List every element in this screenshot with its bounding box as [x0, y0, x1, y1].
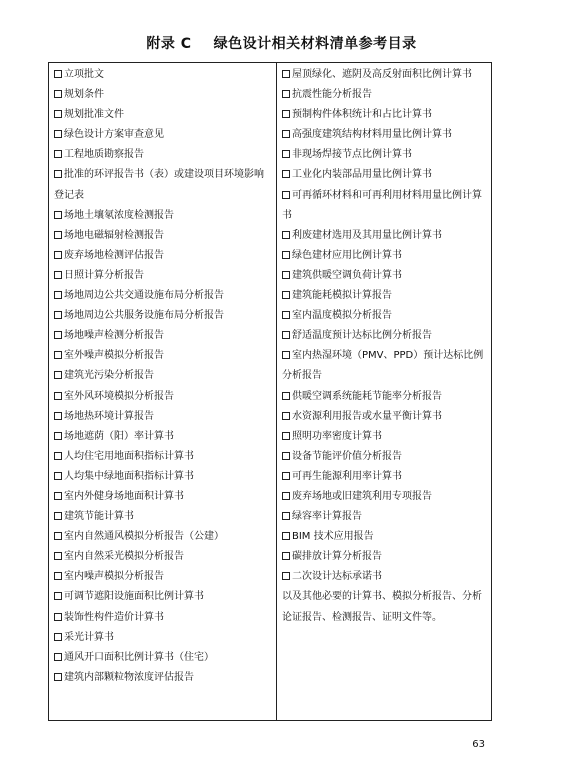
checkbox-icon [54, 371, 62, 379]
checkbox-icon [282, 572, 290, 580]
checkbox-icon [282, 90, 290, 98]
checkbox-icon [282, 191, 290, 199]
checkbox-icon [54, 552, 62, 560]
checkbox-icon [282, 291, 290, 299]
checkbox-icon [282, 532, 290, 540]
checklist-item-label: 室内自然采光模拟分析报告 [64, 551, 184, 563]
checklist-item-label: 场地周边公共交通设施布局分析报告 [64, 290, 224, 302]
checklist-item [282, 427, 486, 447]
checklist-item-label: 可再循环材料和可再利用材料用量比例计算书 [282, 189, 482, 221]
checklist-item [54, 306, 272, 326]
materials-checklist-table [48, 62, 492, 721]
checklist-item [282, 407, 486, 427]
checkbox-icon [54, 572, 62, 580]
checklist-item [54, 206, 272, 226]
checkbox-icon [282, 432, 290, 440]
checklist-item [54, 608, 272, 628]
checklist-item [282, 346, 486, 386]
checklist-item [282, 226, 486, 246]
checklist-item-label: 工程地质勘察报告 [64, 149, 144, 161]
checklist-item [54, 628, 272, 648]
checkbox-icon [54, 291, 62, 299]
checklist-item [282, 447, 486, 467]
checklist-item-label: 装饰性构件造价计算书 [64, 611, 164, 623]
checkbox-icon [282, 311, 290, 319]
checklist-item-label: 采光计算书 [64, 631, 114, 643]
checklist-item-label: 绿色建材应用比例计算书 [292, 249, 402, 261]
checklist-item-label: 供暖空调系统能耗节能率分析报告 [292, 390, 442, 402]
checklist-item-label: 室内温度模拟分析报告 [292, 310, 392, 322]
checklist-item [54, 587, 272, 607]
checklist-item [54, 487, 272, 507]
checklist-item [282, 527, 486, 547]
checklist-item [282, 286, 486, 306]
checkbox-icon [54, 90, 62, 98]
checklist-item-label: 废弃场地检测评估报告 [64, 249, 164, 261]
checkbox-icon [282, 150, 290, 158]
checklist-item-label: 非现场焊接节点比例计算书 [292, 149, 412, 161]
checklist-item [54, 407, 272, 427]
checkbox-icon [54, 211, 62, 219]
checklist-item [54, 326, 272, 346]
checklist-item-label: 预制构件体积统计和占比计算书 [292, 109, 432, 121]
checkbox-icon [282, 552, 290, 560]
checklist-item-label: 碳排放计算分析报告 [292, 551, 382, 563]
right-column [277, 63, 491, 720]
checklist-item [282, 547, 486, 567]
checklist-item-label: 场地周边公共服务设施布局分析报告 [64, 310, 224, 322]
checklist-item-label: 规划条件 [64, 89, 104, 101]
checkbox-icon [54, 472, 62, 480]
checklist-item [54, 507, 272, 527]
page-number: 63 [472, 739, 485, 750]
checklist-item [54, 547, 272, 567]
checkbox-icon [282, 110, 290, 118]
checklist-item-label: BIM 技术应用报告 [292, 531, 374, 543]
checkbox-icon [54, 251, 62, 259]
checklist-item-label: 高强度建筑结构材料用量比例计算书 [292, 129, 452, 141]
checklist-item [282, 125, 486, 145]
checkbox-icon [54, 311, 62, 319]
right-items [282, 65, 486, 587]
checklist-item [54, 467, 272, 487]
checklist-item [282, 105, 486, 125]
checkbox-icon [282, 70, 290, 78]
checklist-item [54, 226, 272, 246]
checklist-item [282, 65, 486, 85]
checklist-item-label: 水资源利用报告或水量平衡计算书 [292, 410, 442, 422]
checklist-item [54, 366, 272, 386]
checklist-item-label: 设备节能评价值分析报告 [292, 450, 402, 462]
checkbox-icon [282, 472, 290, 480]
checklist-item [282, 306, 486, 326]
checklist-item [54, 145, 272, 165]
checklist-item-label: 建筑供暖空调负荷计算书 [292, 269, 402, 281]
checklist-item-label: 建筑光污染分析报告 [64, 370, 154, 382]
checklist-item-label: 场地土壤氡浓度检测报告 [64, 209, 174, 221]
checkbox-icon [282, 512, 290, 520]
checkbox-icon [54, 271, 62, 279]
checklist-item-label: 室内噪声模拟分析报告 [64, 571, 164, 583]
checkbox-icon [54, 592, 62, 600]
checkbox-icon [54, 110, 62, 118]
checkbox-icon [282, 351, 290, 359]
checklist-item-label: 舒适温度预计达标比例分析报告 [292, 330, 432, 342]
checkbox-icon [282, 271, 290, 279]
checklist-item [54, 447, 272, 467]
checklist-item [54, 246, 272, 266]
checklist-item [282, 467, 486, 487]
checklist-item-label: 立项批文 [64, 69, 104, 80]
checklist-item-label: 建筑内部颗粒物浓度评估报告 [64, 671, 194, 683]
checklist-item [54, 65, 272, 85]
checklist-item-label: 绿容率计算报告 [292, 511, 362, 523]
checkbox-icon [54, 613, 62, 621]
checkbox-icon [54, 452, 62, 460]
checklist-item [54, 85, 272, 105]
checklist-item-label: 室外噪声模拟分析报告 [64, 350, 164, 362]
checklist-item-label: 工业化内装部品用量比例计算书 [292, 169, 432, 181]
checklist-item [54, 668, 272, 688]
checkbox-icon [54, 633, 62, 641]
checklist-item-label: 通风开口面积比例计算书（住宅） [64, 651, 214, 663]
checkbox-icon [282, 452, 290, 460]
checklist-item-label: 场地电磁辐射检测报告 [64, 229, 164, 241]
checklist-item [282, 85, 486, 105]
checklist-item [54, 567, 272, 587]
checklist-item-label: 室内外健身场地面积计算书 [64, 490, 184, 502]
checklist-item [54, 648, 272, 668]
checkbox-icon [54, 170, 62, 178]
checkbox-icon [282, 331, 290, 339]
checklist-item [282, 165, 486, 185]
checklist-item-label: 绿色设计方案审查意见 [64, 129, 164, 141]
checkbox-icon [54, 231, 62, 239]
checklist-item-label: 可再生能源利用率计算书 [292, 470, 402, 482]
checkbox-icon [282, 130, 290, 138]
checklist-item [54, 286, 272, 306]
checklist-item-label: 批准的环评报告书（表）或建设项目环境影响登记表 [54, 169, 264, 201]
checkbox-icon [54, 351, 62, 359]
checklist-item [54, 165, 272, 205]
title-text: 绿色设计相关材料清单参考目录 [213, 36, 417, 52]
checklist-item [54, 527, 272, 547]
checklist-item-label: 人均住宅用地面积指标计算书 [64, 450, 194, 462]
checkbox-icon [282, 170, 290, 178]
checklist-item [54, 346, 272, 366]
checkbox-icon [282, 251, 290, 259]
checkbox-icon [282, 412, 290, 420]
checklist-item-label: 建筑能耗模拟计算报告 [292, 290, 392, 302]
checklist-item [282, 487, 486, 507]
checklist-item [282, 186, 486, 226]
checklist-item-label: 人均集中绿地面积指标计算书 [64, 470, 194, 482]
checkbox-icon [282, 231, 290, 239]
checkbox-icon [54, 492, 62, 500]
checklist-item [54, 266, 272, 286]
checkbox-icon [54, 432, 62, 440]
checklist-item-label: 场地噪声检测分析报告 [64, 330, 164, 342]
checkbox-icon [54, 130, 62, 138]
checklist-item-label: 可调节遮阳设施面积比例计算书 [64, 591, 204, 603]
checklist-item-label: 二次设计达标承诺书 [292, 571, 382, 583]
checklist-item-label: 规划批准文件 [64, 109, 124, 121]
checklist-item [282, 387, 486, 407]
checklist-item-label: 场地遮荫（阳）率计算书 [64, 430, 174, 442]
checkbox-icon [54, 392, 62, 400]
checkbox-icon [282, 392, 290, 400]
left-column [49, 63, 277, 720]
checklist-item-label: 室内热湿环境（PMV、PPD）预计达标比例分析报告 [282, 350, 484, 382]
checkbox-icon [54, 653, 62, 661]
checklist-item [282, 326, 486, 346]
checkbox-icon [54, 70, 62, 78]
checklist-item [282, 246, 486, 266]
checklist-item-label: 建筑节能计算书 [64, 511, 134, 523]
checklist-item [54, 125, 272, 145]
checkbox-icon [54, 331, 62, 339]
checklist-item-label: 屋顶绿化、遮阴及高反射面积比例计算书 [292, 69, 472, 80]
checklist-item-label: 室外风环境模拟分析报告 [64, 390, 174, 402]
checkbox-icon [282, 492, 290, 500]
checkbox-icon [54, 532, 62, 540]
checklist-item [282, 266, 486, 286]
checklist-item [282, 507, 486, 527]
checkbox-icon [54, 150, 62, 158]
checklist-item-label: 场地热环境计算报告 [64, 410, 154, 422]
checklist-item [54, 427, 272, 447]
checkbox-icon [54, 412, 62, 420]
checkbox-icon [54, 512, 62, 520]
checklist-item-label: 利废建材选用及其用量比例计算书 [292, 229, 442, 241]
checklist-item [54, 387, 272, 407]
checklist-item-label: 照明功率密度计算书 [292, 430, 382, 442]
checklist-item-label: 抗震性能分析报告 [292, 89, 372, 101]
page-title [0, 33, 563, 55]
checklist-item [282, 567, 486, 587]
closing-note: 以及其他必要的计算书、模拟分析报告、分析论证报告、检测报告、证明文件等。 [282, 591, 482, 623]
checklist-item [282, 145, 486, 165]
checklist-item-label: 废弃场地或旧建筑利用专项报告 [292, 490, 432, 502]
appendix-label: 附录 C [146, 36, 192, 52]
checklist-item [54, 105, 272, 125]
checklist-item-label: 室内自然通风模拟分析报告（公建） [64, 531, 224, 543]
checklist-item-label: 日照计算分析报告 [64, 269, 144, 281]
checkbox-icon [54, 673, 62, 681]
